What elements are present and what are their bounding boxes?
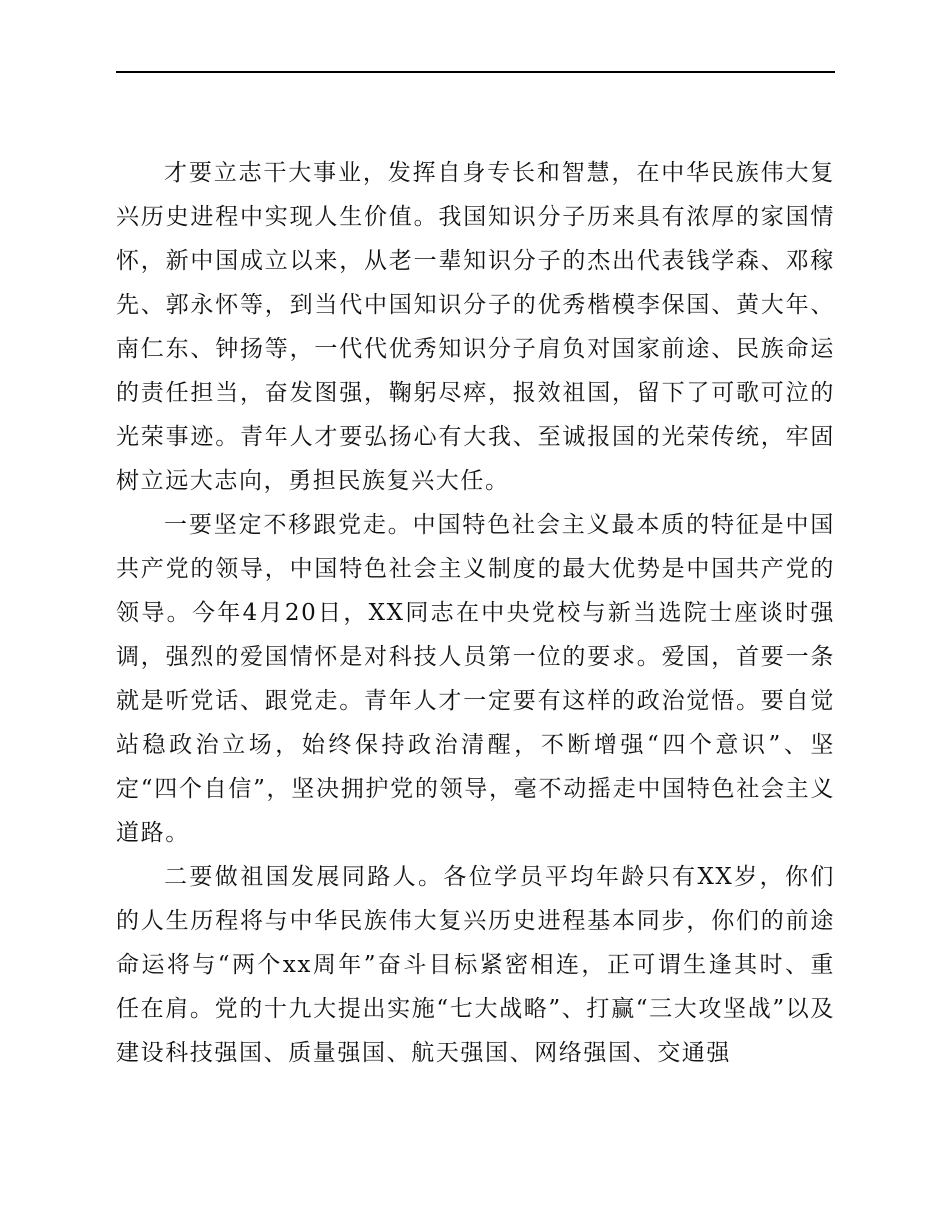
paragraph-3: 二要做祖国发展同路人。各位学员平均年龄只有XX岁，你们的人生历程将与中华民族伟大复兴历史进程基本同步，你们的前途命运将与“两个xx周年”奋斗目标紧密相连，正可谓生逢其时、重任在肩。党的十九大提出实施“七大战略”、打赢“三大攻坚战”以及建设科技强国、质量强国、航天强国、网络强国、交通强 <box>116 864 835 1066</box>
body-text <box>116 151 835 1075</box>
paragraph-2: 一要坚定不移跟党走。中国特色社会主义最本质的特征是中国共产党的领导，中国特色社会主义制度的最大优势是中国共产党的领导。今年4月20日，XX同志在中央党校与新当选院士座谈时强调，强烈的爱国情怀是对科技人员第一位的要求。爱国，首要一条就是听党话、跟党走。青年人才一定要有这样的政治觉悟。要自觉站稳政治立场，始终保持政治清醒，不断增强“四个意识”、坚定“四个自信”，坚决拥护党的领导，毫不动摇走中国特色社会主义道路。 <box>116 512 835 846</box>
paragraph-1: 才要立志干大事业，发挥自身专长和智慧，在中华民族伟大复兴历史进程中实现人生价值。我国知识分子历来具有浓厚的家国情怀，新中国成立以来，从老一辈知识分子的杰出代表钱学森、邓稼先、郭永怀等，到当代中国知识分子的优秀楷模李保国、黄大年、南仁东、钟扬等，一代代优秀知识分子肩负对国家前途、民族命运的责任担当，奋发图强，鞠躬尽瘁，报效祖国，留下了可歌可泣的光荣事迹。青年人才要弘扬心有大我、至诚报国的光荣传统，牢固树立远大志向，勇担民族复兴大任。 <box>116 160 835 494</box>
header-rule <box>116 71 835 73</box>
